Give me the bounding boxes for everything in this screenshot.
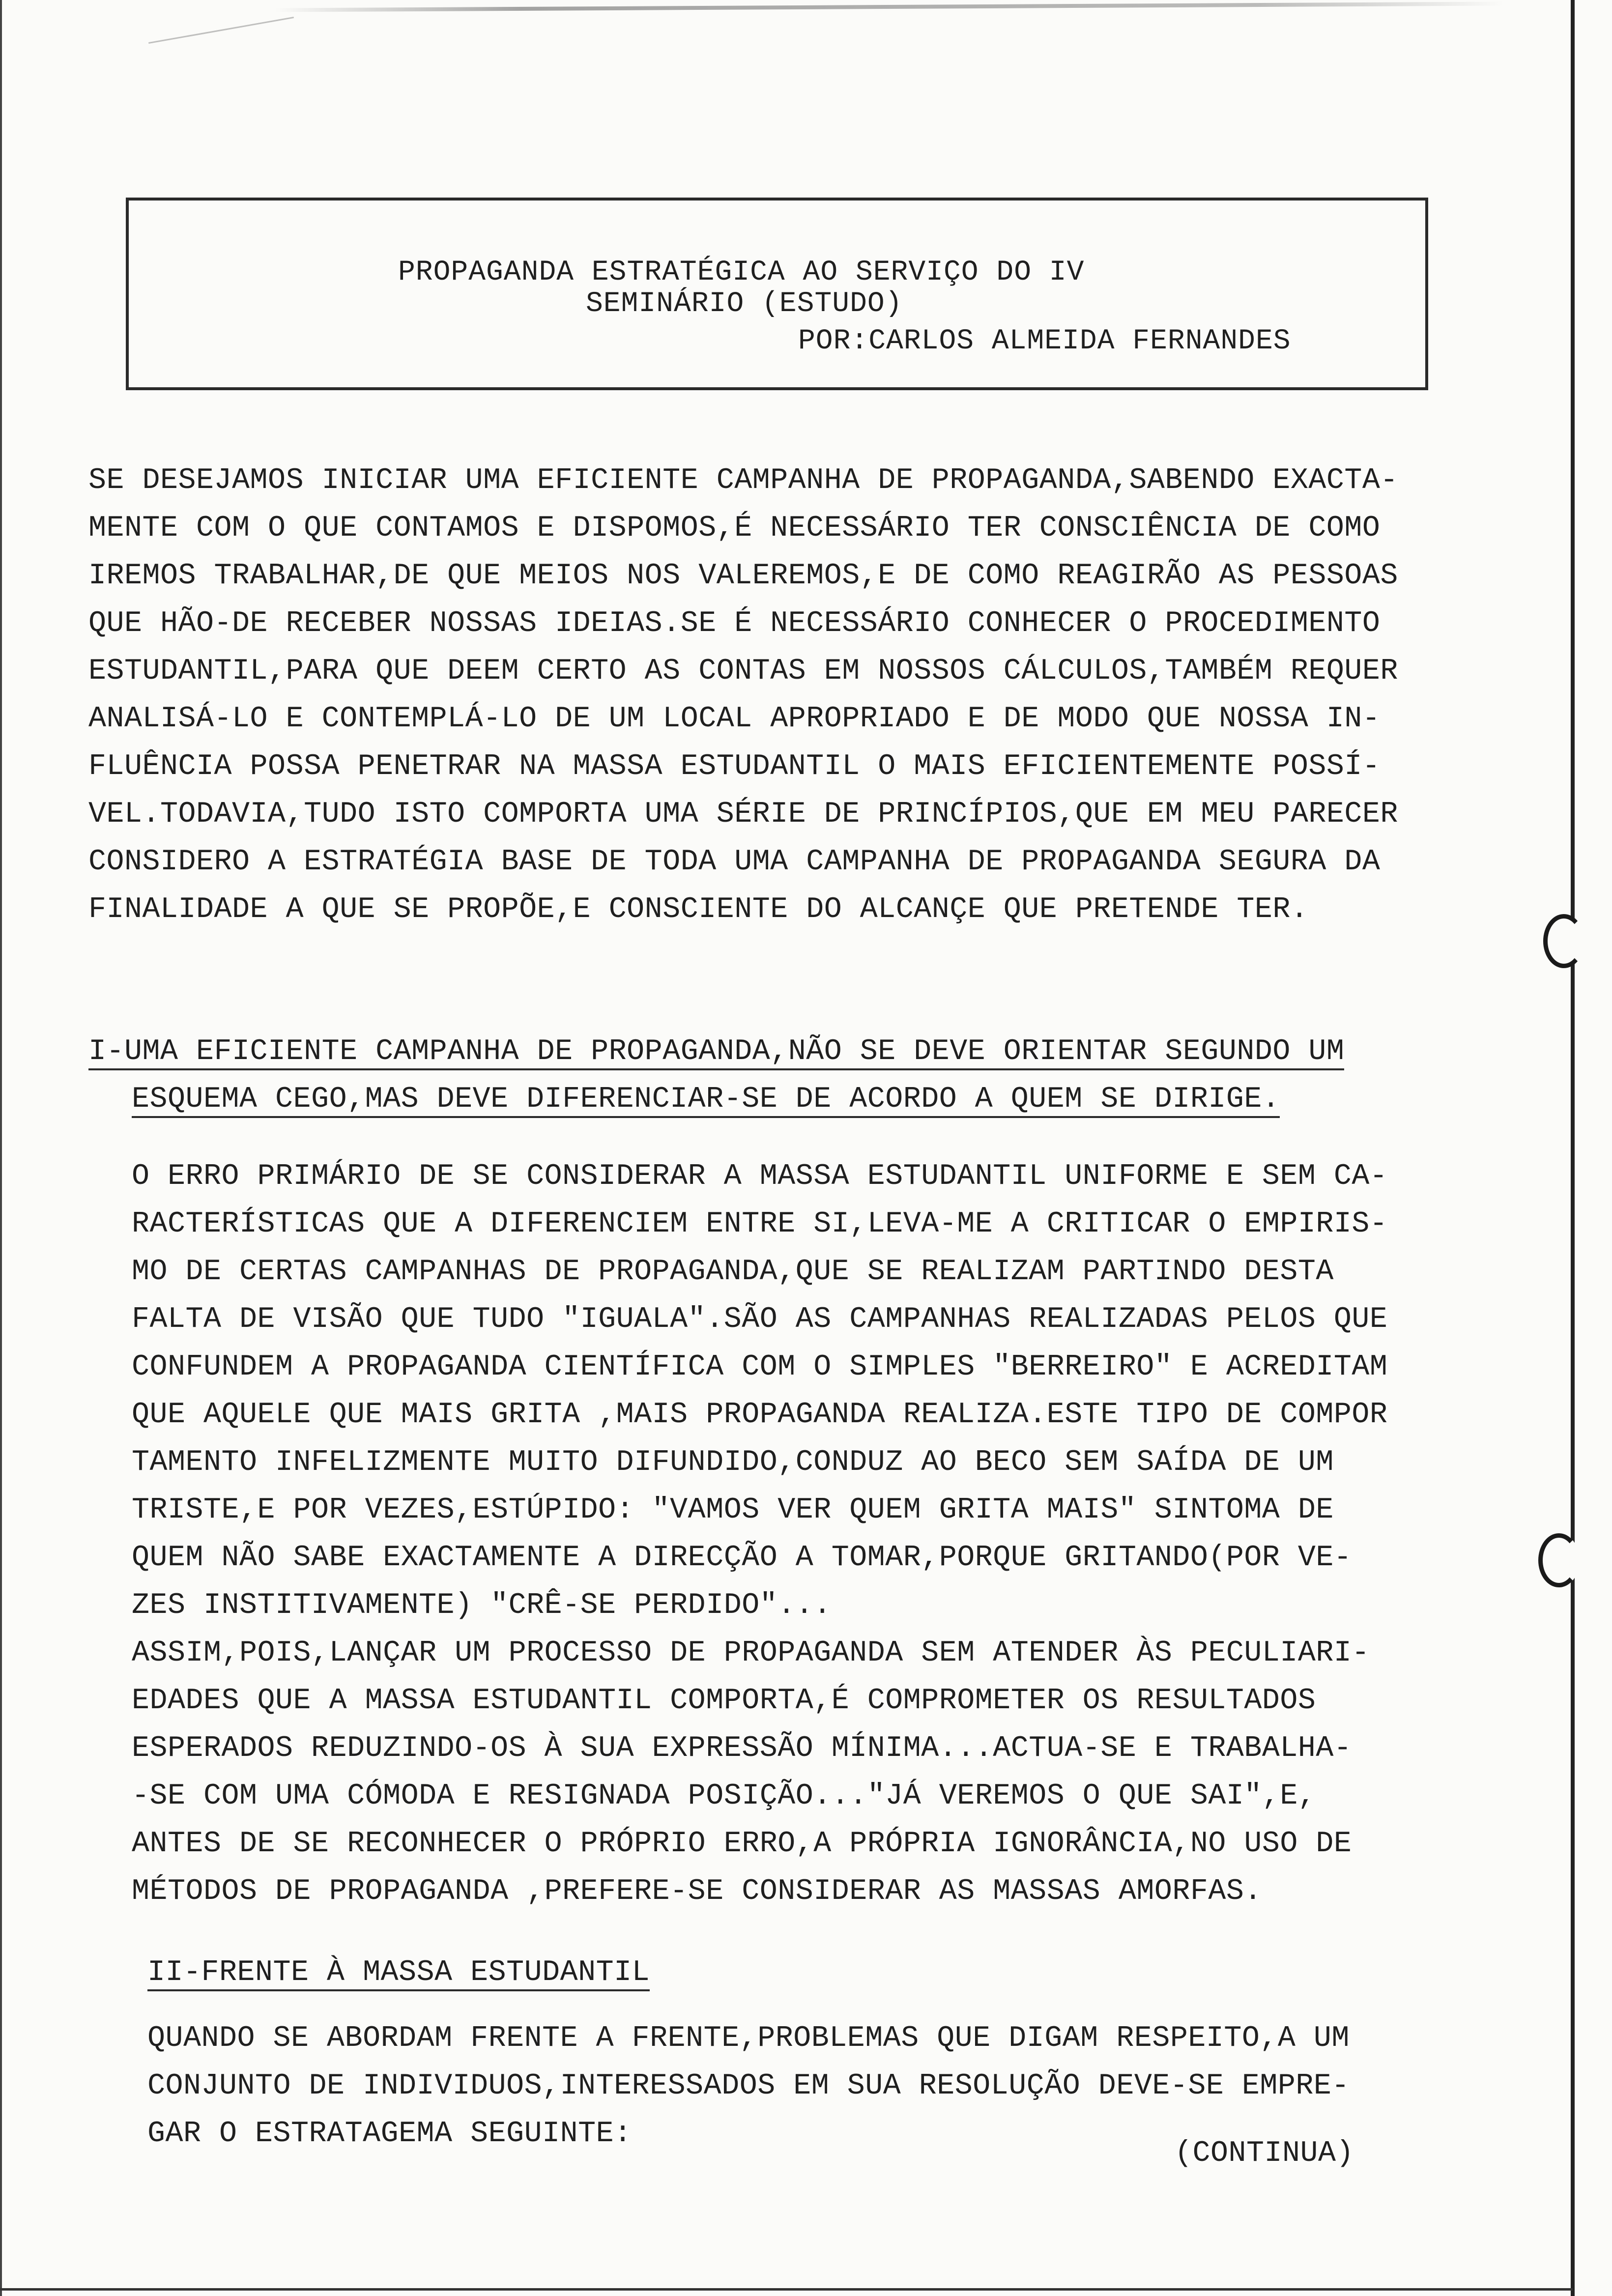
- intro-line: QUE HÃO-DE RECEBER NOSSAS IDEIAS.SE É NECESSÁRIO CONHECER O PROCEDIMENTO: [88, 607, 1381, 640]
- section-1-line: MÉTODOS DE PROPAGANDA ,PREFERE-SE CONSIDERAR AS MASSAS AMORFAS.: [132, 1875, 1262, 1908]
- section-2-line: GAR O ESTRATAGEMA SEGUINTE:: [147, 2117, 632, 2151]
- section-1-line: QUE AQUELE QUE MAIS GRITA ,MAIS PROPAGANDA REALIZA.ESTE TIPO DE COMPOR: [132, 1398, 1388, 1432]
- intro-line: FLUÊNCIA POSSA PENETRAR NA MASSA ESTUDANTIL O MAIS EFICIENTEMENTE POSSÍ-: [88, 750, 1381, 783]
- section-1-line: TRISTE,E POR VEZES,ESTÚPIDO: "VAMOS VER QUEM GRITA MAIS" SINTOMA DE: [132, 1493, 1334, 1527]
- section-1-line: -SE COM UMA CÓMODA E RESIGNADA POSIÇÃO..."JÁ VEREMOS O QUE SAI",E,: [132, 1779, 1316, 1813]
- section-1-line: EDADES QUE A MASSA ESTUDANTIL COMPORTA,É COMPROMETER OS RESULTADOS: [132, 1684, 1316, 1718]
- document-title-line-2: SEMINÁRIO (ESTUDO): [586, 288, 903, 320]
- section-1-line: RACTERÍSTICAS QUE A DIFERENCIEM ENTRE SI,LEVA-ME A CRITICAR O EMPIRIS-: [132, 1207, 1388, 1241]
- scan-edge-bottom: [0, 2288, 1573, 2291]
- section-1-line: ZES INSTITIVAMENTE) "CRÊ-SE PERDIDO"...: [132, 1589, 832, 1622]
- title-box: [126, 198, 1428, 390]
- section-1-heading-line-2: ESQUEMA CEGO,MAS DEVE DIFERENCIAR-SE DE ACORDO A QUEM SE DIRIGE.: [132, 1085, 1280, 1118]
- intro-line: VEL.TODAVIA,TUDO ISTO COMPORTA UMA SÉRIE DE PRINCÍPIOS,QUE EM MEU PARECER: [88, 798, 1398, 831]
- punch-hole-icon: [1543, 914, 1584, 968]
- scan-edge-left: [0, 0, 2, 2296]
- section-1-line: ESPERADOS REDUZINDO-OS À SUA EXPRESSÃO MÍNIMA...ACTUA-SE E TRABALHA-: [132, 1732, 1352, 1765]
- section-1-line: FALTA DE VISÃO QUE TUDO "IGUALA".SÃO AS CAMPANHAS REALIZADAS PELOS QUE: [132, 1303, 1388, 1336]
- intro-line: FINALIDADE A QUE SE PROPÕE,E CONSCIENTE DO ALCANÇE QUE PRETENDE TER.: [88, 893, 1309, 926]
- section-1-line: ASSIM,POIS,LANÇAR UM PROCESSO DE PROPAGANDA SEM ATENDER ÀS PECULIARI-: [132, 1636, 1370, 1670]
- section-1-line: TAMENTO INFELIZMENTE MUITO DIFUNDIDO,CONDUZ AO BECO SEM SAÍDA DE UM: [132, 1446, 1334, 1479]
- author-line: POR:CARLOS ALMEIDA FERNANDES: [798, 325, 1291, 357]
- section-2-line: CONJUNTO DE INDIVIDUOS,INTERESSADOS EM SUA RESOLUÇÃO DEVE-SE EMPRE-: [147, 2069, 1350, 2103]
- section-2-heading: II-FRENTE À MASSA ESTUDANTIL: [147, 1958, 650, 1991]
- intro-line: SE DESEJAMOS INICIAR UMA EFICIENTE CAMPANHA DE PROPAGANDA,SABENDO EXACTA-: [88, 464, 1398, 497]
- continued-marker: (CONTINUA): [1175, 2137, 1354, 2170]
- section-1-line: MO DE CERTAS CAMPANHAS DE PROPAGANDA,QUE SE REALIZAM PARTINDO DESTA: [132, 1255, 1334, 1289]
- scan-scratch: [148, 17, 294, 44]
- scan-edge-top: [275, 1, 1504, 12]
- section-1-line: CONFUNDEM A PROPAGANDA CIENTÍFICA COM O SIMPLES "BERREIRO" E ACREDITAM: [132, 1350, 1388, 1384]
- intro-line: CONSIDERO A ESTRATÉGIA BASE DE TODA UMA CAMPANHA DE PROPAGANDA SEGURA DA: [88, 845, 1381, 879]
- document-title-line-1: PROPAGANDA ESTRATÉGICA AO SERVIÇO DO IV: [398, 257, 1085, 288]
- section-1-line: O ERRO PRIMÁRIO DE SE CONSIDERAR A MASSA ESTUDANTIL UNIFORME E SEM CA-: [132, 1160, 1388, 1193]
- section-1-line: ANTES DE SE RECONHECER O PRÓPRIO ERRO,A PRÓPRIA IGNORÂNCIA,NO USO DE: [132, 1827, 1352, 1861]
- intro-line: MENTE COM O QUE CONTAMOS E DISPOMOS,É NECESSÁRIO TER CONSCIÊNCIA DE COMO: [88, 512, 1381, 545]
- section-1-line: QUEM NÃO SABE EXACTAMENTE A DIRECÇÃO A TOMAR,PORQUE GRITANDO(POR VE-: [132, 1541, 1352, 1575]
- punch-hole-icon: [1538, 1533, 1580, 1587]
- intro-line: ANALISÁ-LO E CONTEMPLÁ-LO DE UM LOCAL APROPRIADO E DE MODO QUE NOSSA IN-: [88, 702, 1381, 736]
- section-2-line: QUANDO SE ABORDAM FRENTE A FRENTE,PROBLEMAS QUE DIGAM RESPEITO,A UM: [147, 2022, 1350, 2055]
- intro-line: ESTUDANTIL,PARA QUE DEEM CERTO AS CONTAS EM NOSSOS CÁLCULOS,TAMBÉM REQUER: [88, 655, 1398, 688]
- intro-line: IREMOS TRABALHAR,DE QUE MEIOS NOS VALEREMOS,E DE COMO REAGIRÃO AS PESSOAS: [88, 559, 1398, 593]
- section-1-heading-line-1: I-UMA EFICIENTE CAMPANHA DE PROPAGANDA,NÃO SE DEVE ORIENTAR SEGUNDO UM: [88, 1037, 1344, 1070]
- scan-edge-right: [1571, 0, 1575, 2296]
